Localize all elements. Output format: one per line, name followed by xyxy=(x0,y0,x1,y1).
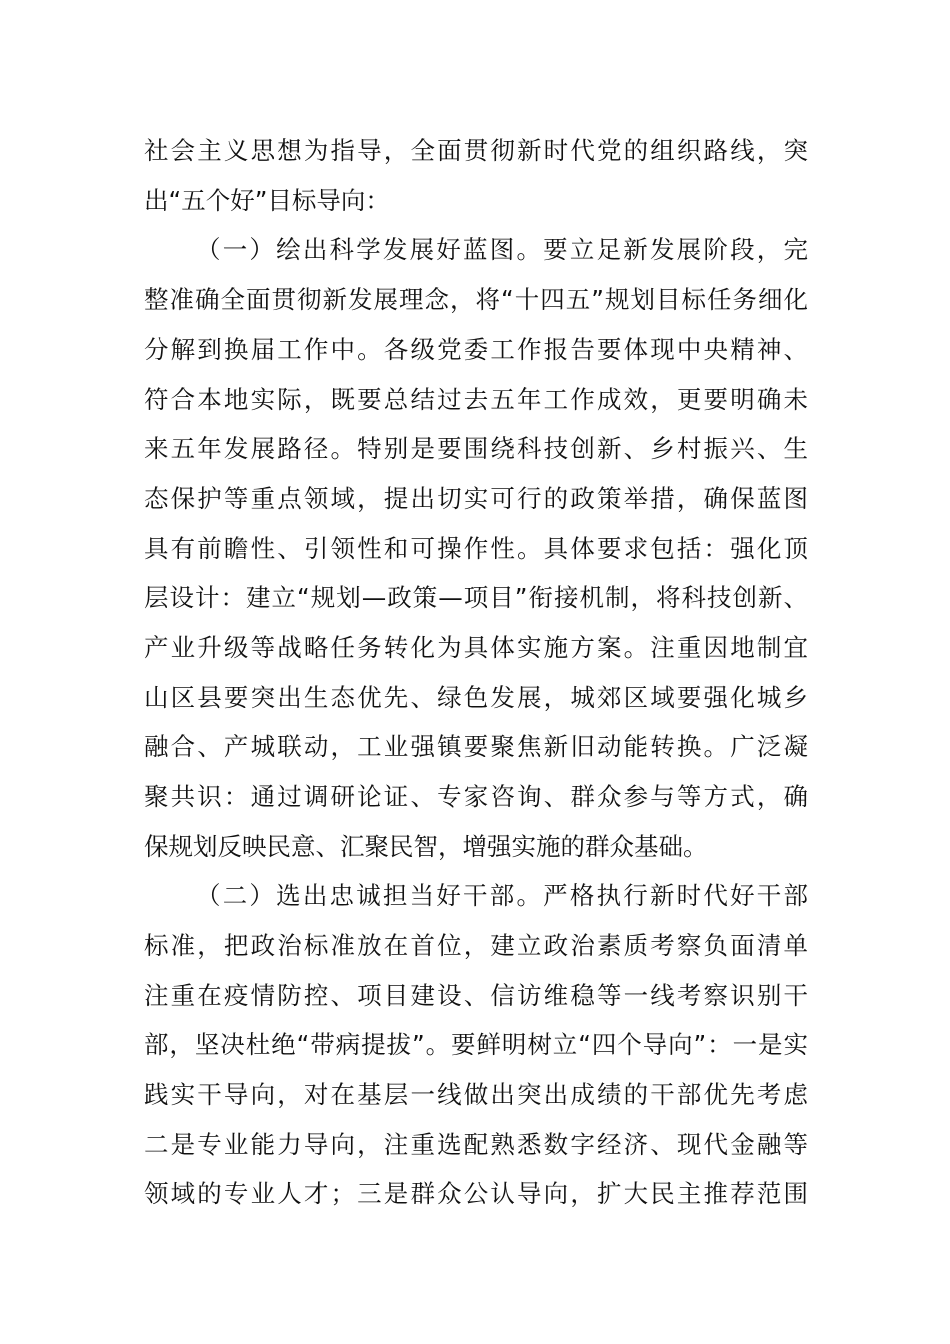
body-text-line: 产业升级等战略任务转化为具体实施方案。注重因地制宜 xyxy=(144,633,808,662)
body-text-line: 融合、产城联动，工业强镇要聚焦新旧动能转换。广泛凝 xyxy=(144,732,808,761)
body-text-line: 来五年发展路径。特别是要围绕科技创新、乡村振兴、生 xyxy=(144,434,808,463)
body-text-line: 态保护等重点领域，提出切实可行的政策举措，确保蓝图 xyxy=(144,484,808,513)
body-text-line: 标准，把政治标准放在首位，建立政治素质考察负面清单 xyxy=(144,931,808,960)
body-text-line: 二是专业能力导向，注重选配熟悉数字经济、现代金融等 xyxy=(144,1130,808,1159)
body-text-line: 整准确全面贯彻新发展理念，将“十四五”规划目标任务细化 xyxy=(144,285,808,314)
body-text-line: 部，坚决杜绝“带病提拔”。要鲜明树立“四个导向”：一是实 xyxy=(144,1030,808,1059)
body-text-line: 分解到换届工作中。各级党委工作报告要体现中央精神、 xyxy=(144,335,808,364)
body-text-line: 符合本地实际，既要总结过去五年工作成效，更要明确未 xyxy=(144,385,808,414)
body-text-line: 山区县要突出生态优先、绿色发展，城郊区域要强化城乡 xyxy=(144,683,808,712)
body-text-line: 领域的专业人才；三是群众公认导向，扩大民主推荐范围 xyxy=(144,1179,808,1208)
section-heading-line: （二）选出忠诚担当好干部。严格执行新时代好干部 xyxy=(196,881,808,910)
body-text-line: 层设计：建立“规划—政策—项目”衔接机制，将科技创新、 xyxy=(144,583,808,612)
body-text-line: 具有前瞻性、引领性和可操作性。具体要求包括：强化顶 xyxy=(144,534,808,563)
body-text-line: 社会主义思想为指导，全面贯彻新时代党的组织路线，突 xyxy=(144,136,808,165)
body-text-line: 聚共识：通过调研论证、专家咨询、群众参与等方式，确 xyxy=(144,782,808,811)
body-text-line: 注重在疫情防控、项目建设、信访维稳等一线考察识别干 xyxy=(144,981,808,1010)
body-text-line: 践实干导向，对在基层一线做出突出成绩的干部优先考虑 xyxy=(144,1080,808,1109)
section-heading-line: （一）绘出科学发展好蓝图。要立足新发展阶段，完 xyxy=(196,235,808,264)
body-text-line: 保规划反映民意、汇聚民智，增强实施的群众基础。 xyxy=(144,832,708,861)
body-text-line: 出“五个好”目标导向： xyxy=(144,186,390,215)
